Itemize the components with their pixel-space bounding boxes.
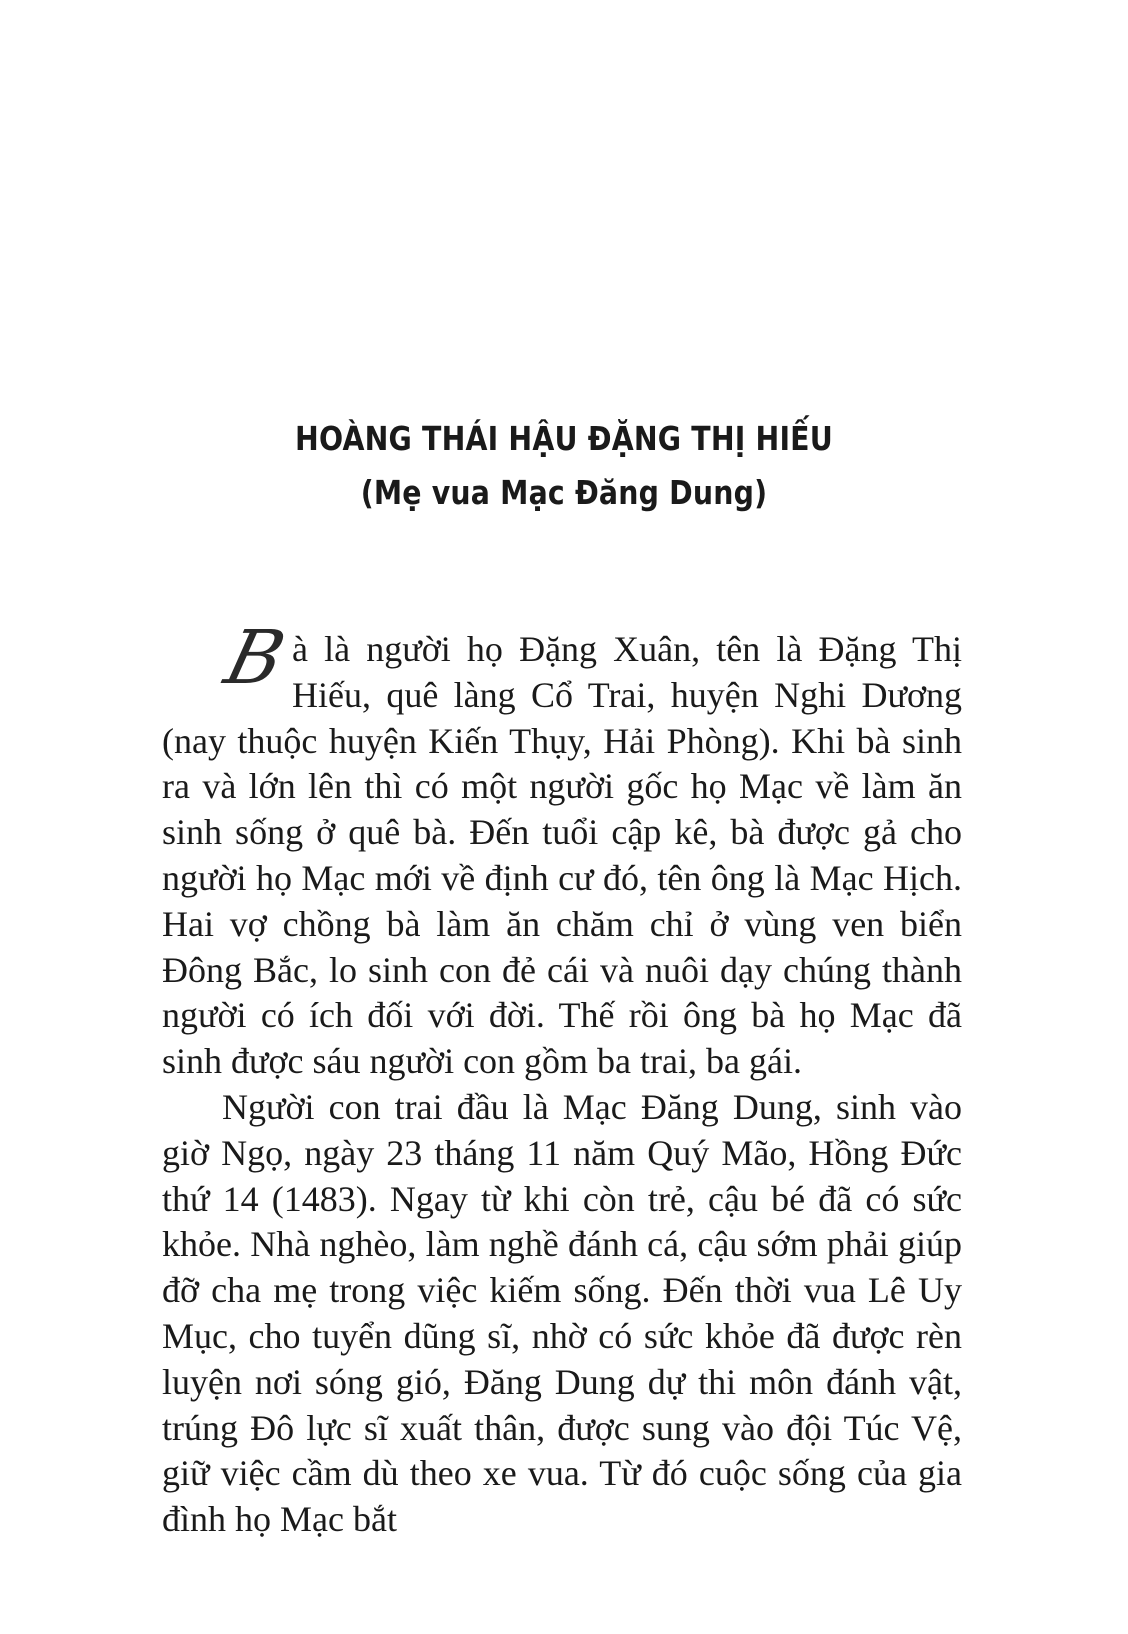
chapter-title-main: HOÀNG THÁI HẬU ĐẶNG THỊ HIẾU (295, 419, 833, 458)
chapter-title-subtitle: (Mẹ vua Mạc Đăng Dung) (360, 473, 768, 512)
paragraph-1-text: à là người họ Đặng Xuân, tên là Đặng Thị Hiếu, quê làng Cổ Trai, huyện Nghi Dương (nay thuộc huyện Kiến Thụy, Hải Phòng). Khi bà sinh ra và lớn lên thì có một người gốc họ Mạc về làm ăn sinh sống ở quê bà. Đến tuổi cập kê, bà được gả cho người họ Mạc mới về định cư đó, tên ông là Mạc Hịch. Hai vợ chồng bà làm ăn chăm chỉ ở vùng ven biển Đông Bắc, lo sinh con đẻ cái và nuôi dạy chúng thành người có ích đối với đời. Thế rồi ông bà họ Mạc đã sinh được sáu người con gồm ba trai, ba gái. (162, 629, 962, 1082)
paragraph-2: Người con trai đầu là Mạc Đăng Dung, sinh vào giờ Ngọ, ngày 23 tháng 11 năm Quý Mão, Hồng Đức thứ 14 (1483). Ngay từ khi còn trẻ, cậu bé đã có sức khỏe. Nhà nghèo, làm nghề đánh cá, cậu sớm phải giúp đỡ cha mẹ trong việc kiếm sống. Đến thời vua Lê Uy Mục, cho tuyển dũng sĩ, nhờ có sức khỏe đã được rèn luyện nơi sóng gió, Đăng Dung dự thi môn đánh vật, trúng Đô lực sĩ xuất thân, được sung vào đội Túc Vệ, giữ việc cầm dù theo xe vua. Từ đó cuộc sống của gia đình họ Mạc bắt (162, 1086, 962, 1540)
paragraph-1 (162, 615, 962, 1085)
drop-cap: B (217, 615, 293, 701)
chapter-title (0, 412, 1128, 520)
chapter-body (162, 615, 962, 1543)
